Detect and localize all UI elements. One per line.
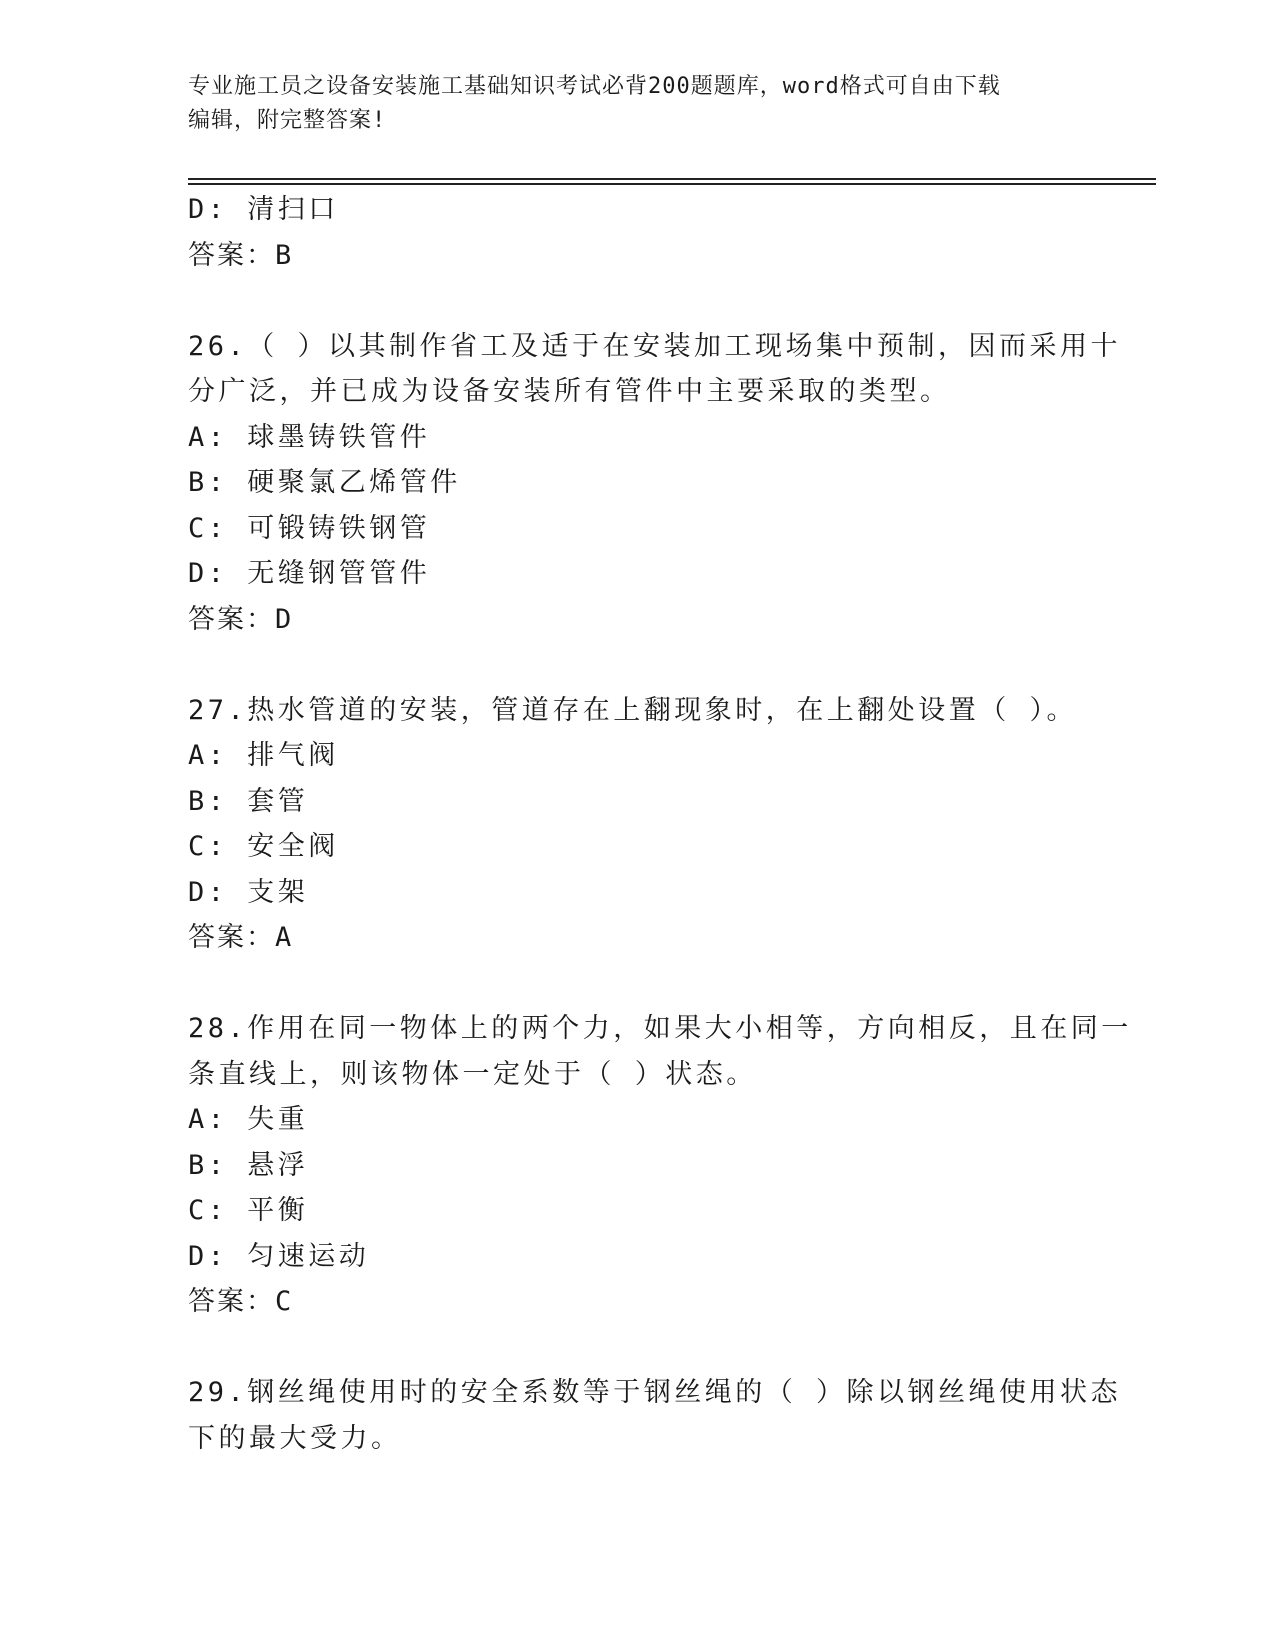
question-27 [188, 688, 1088, 961]
answer-line: 答案：D [188, 603, 294, 635]
question-29 [188, 1370, 1122, 1461]
option-c: C: 平衡 [188, 1195, 309, 1226]
option-c: C: 可锻铸铁钢管 [188, 512, 431, 544]
question-text: 28.作用在同一物体上的两个力，如果大小相等，方向相反，且在同一 [188, 1013, 1132, 1044]
document-body [188, 187, 1132, 1461]
question-text: 29.钢丝绳使用时的安全系数等于钢丝绳的（ ）除以钢丝绳使用状态 [188, 1377, 1122, 1408]
option-c: C: 安全阀 [188, 831, 339, 862]
option-d: D: 无缝钢管管件 [188, 558, 431, 589]
question-text: 26.（ ）以其制作省工及适于在安装加工现场集中预制，因而采用十 [188, 330, 1122, 362]
option-d: D: 支架 [188, 876, 309, 908]
option-a: A: 排气阀 [188, 740, 339, 771]
option-b: B: 悬浮 [188, 1149, 309, 1181]
option-b: B: 套管 [188, 785, 309, 817]
question-text: 条直线上，则该物体一定处于（ ）状态。 [188, 1058, 757, 1090]
option-a: A: 失重 [188, 1104, 309, 1135]
header-line-1: 专业施工员之设备安装施工基础知识考试必背200题题库，word格式可自由下载 [188, 74, 1001, 99]
question-26 [188, 324, 1122, 643]
header-line-2: 编辑，附完整答案! [188, 108, 387, 133]
answer-line: 答案：A [188, 922, 294, 953]
document-header [188, 70, 1088, 138]
option-b: B: 硬聚氯乙烯管件 [188, 467, 461, 498]
header-rule-top [188, 178, 1156, 180]
answer-line: 答案：C [188, 1286, 294, 1317]
question-text: 27.热水管道的安装，管道存在上翻现象时，在上翻处设置（ ）。 [188, 694, 1078, 726]
option-a: A: 球墨铸铁管件 [188, 421, 431, 453]
option-d: D: 清扫口 [188, 194, 339, 225]
question-text: 下的最大受力。 [188, 1422, 402, 1454]
question-28 [188, 1006, 1132, 1325]
option-d: D: 匀速运动 [188, 1240, 370, 1272]
answer-line: 答案：B [188, 239, 294, 271]
question-text: 分广泛，并已成为设备安装所有管件中主要采取的类型。 [188, 376, 951, 407]
header-rule-bottom [188, 183, 1156, 185]
